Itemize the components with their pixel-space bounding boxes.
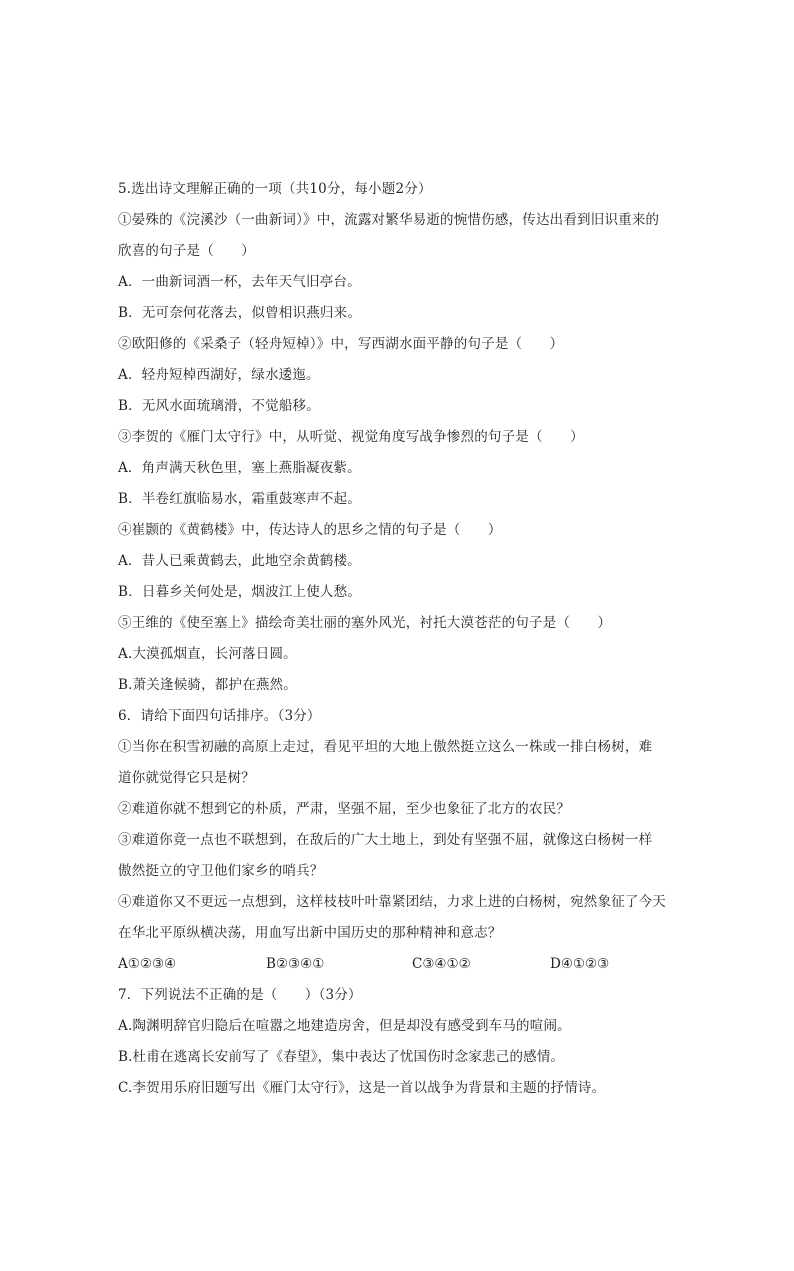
q6-options-row xyxy=(118,949,678,980)
q5-item-1-stem-line-2: 欣喜的句子是（ ） xyxy=(118,243,255,259)
q5-item-5-option-b: B.萧关逢候骑，都护在燕然。 xyxy=(118,677,298,693)
q5-item-1-stem-line-1: ①晏殊的《浣溪沙（一曲新词）》中，流露对繁华易逝的惋惜伤感，传达出看到旧识重来的 xyxy=(118,212,660,228)
question-7-heading: 7．下列说法不正确的是（ ）（3分） xyxy=(118,987,362,1003)
q5-item-2-option-b: B．无风水面琉璃滑，不觉船移。 xyxy=(118,398,320,414)
q5-item-3-stem: ③李贺的《雁门太守行》中，从听觉、视觉角度写战争惨烈的句子是（ ） xyxy=(118,429,584,445)
q7-option-c: C.李贺用乐府旧题写出《雁门太守行》，这是一首以战争为背景和主题的抒情诗。 xyxy=(118,1080,606,1096)
q5-item-4-option-a: A．昔人已乘黄鹤去，此地空余黄鹤楼。 xyxy=(118,553,361,569)
q5-item-5-option-a: A.大漠孤烟直，长河落日圆。 xyxy=(118,646,297,662)
q6-sentence-1-line-2: 道你就觉得它只是树？ xyxy=(118,770,255,786)
q6-sentence-4-line-1: ④难道你又不更远一点想到，这样枝枝叶叶靠紧团结，力求上进的白杨树，宛然象征了今天 xyxy=(118,894,666,910)
q6-sentence-3-line-1: ③难道你竟一点也不联想到，在敌后的广大土地上，到处有坚强不屈，就像这白杨树一样 xyxy=(118,832,653,848)
question-5-heading: 5.选出诗文理解正确的一项（共10分，每小题2分） xyxy=(118,181,432,197)
q5-item-4-option-b: B．日暮乡关何处是，烟波江上使人愁。 xyxy=(118,584,362,600)
q5-item-2-stem: ②欧阳修的《采桑子（轻舟短棹）》中，写西湖水面平静的句子是（ ） xyxy=(118,336,564,352)
exam-content xyxy=(118,174,678,1104)
q5-item-3-option-b: B．半卷红旗临易水，霜重鼓寒声不起。 xyxy=(118,491,362,507)
q5-item-5-stem: ⑤王维的《使至塞上》描绘奇美壮丽的塞外风光，衬托大漠苍茫的句子是（ ） xyxy=(118,615,612,631)
q6-option-c: C③④①② xyxy=(412,956,471,972)
q6-sentence-2: ②难道你就不想到它的朴质，严肃，坚强不屈，至少也象征了北方的农民？ xyxy=(118,801,571,817)
q5-item-1-option-b: B．无可奈何花落去，似曾相识燕归来。 xyxy=(118,305,362,321)
q6-sentence-1-line-1: ①当你在积雪初融的高原上走过，看见平坦的大地上傲然挺立这么一株或一排白杨树，难 xyxy=(118,739,653,755)
question-6-heading: 6．请给下面四句话排序。（3分） xyxy=(118,708,321,724)
q6-option-d: D④①②③ xyxy=(550,956,610,972)
q6-sentence-4-line-2: 在华北平原纵横决荡，用血写出新中国历史的那种精神和意志？ xyxy=(118,925,502,941)
q6-option-b: B②③④① xyxy=(266,956,325,972)
q5-item-2-option-a: A．轻舟短棹西湖好，绿水逶迤。 xyxy=(118,367,320,383)
q6-option-a: A①②③④ xyxy=(118,956,177,972)
q7-option-a: A.陶渊明辞官归隐后在喧嚣之地建造房舍，但是却没有感受到车马的喧闹。 xyxy=(118,1018,571,1034)
q7-option-b: B.杜甫在逃离长安前写了《春望》，集中表达了忧国伤时念家悲己的感情。 xyxy=(118,1049,565,1065)
q5-item-3-option-a: A．角声满天秋色里，塞上燕脂凝夜紫。 xyxy=(118,460,361,476)
q5-item-4-stem: ④崔颢的《黄鹤楼》中，传达诗人的思乡之情的句子是（ ） xyxy=(118,522,502,538)
q5-item-1-option-a: A．一曲新词酒一杯，去年天气旧亭台。 xyxy=(118,274,361,290)
q6-sentence-3-line-2: 傲然挺立的守卫他们家乡的哨兵？ xyxy=(118,863,324,879)
